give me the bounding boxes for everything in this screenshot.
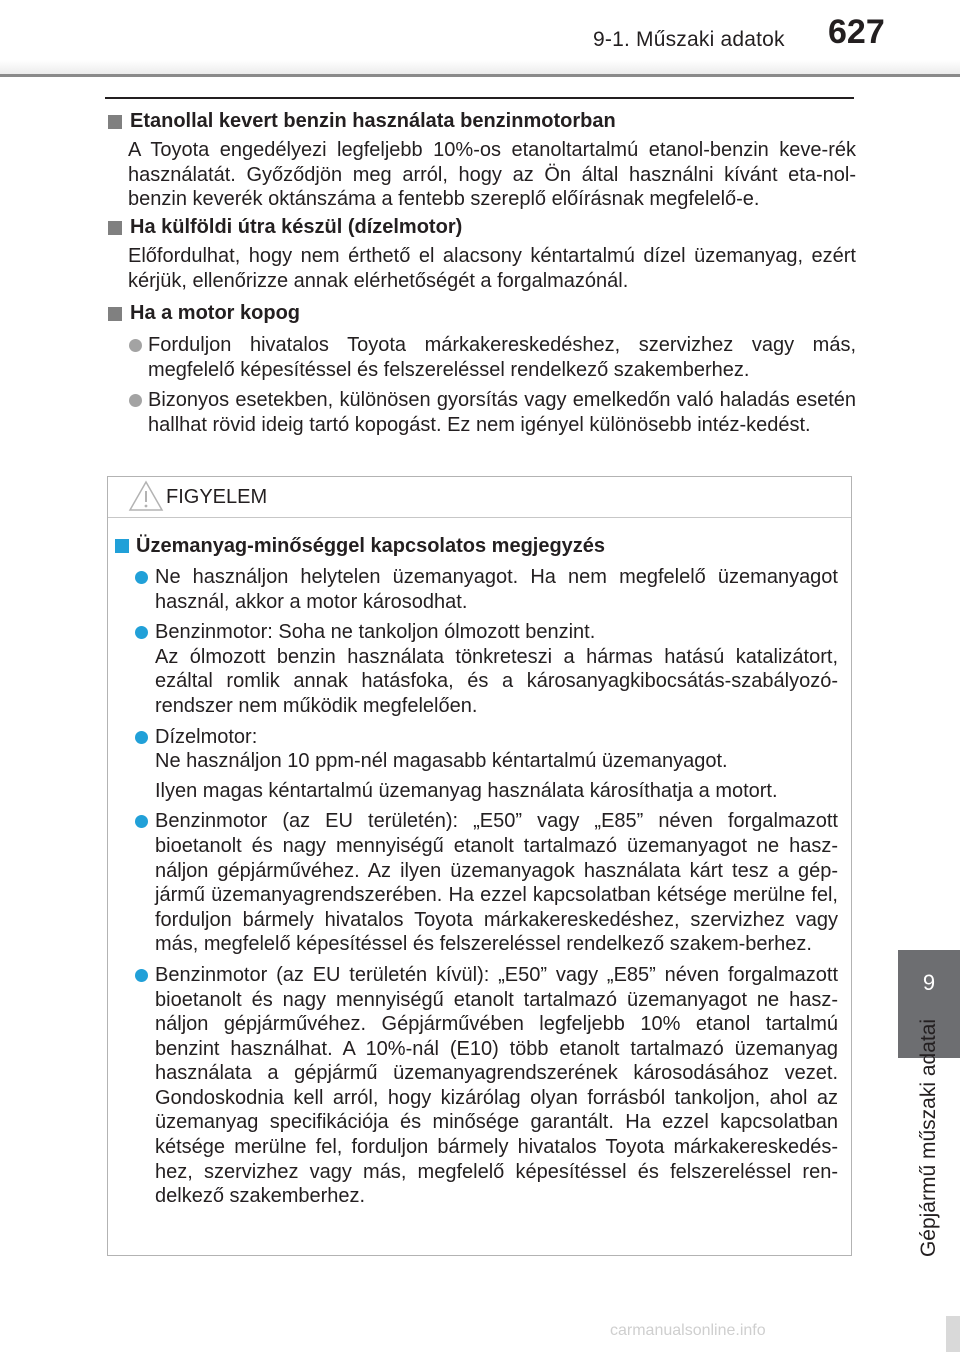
- list-item: Ne használjon helytelen üzemanyagot. Ha nem megfelelő üzemanyagot használ, akkor a motor károsodhat.: [108, 565, 851, 614]
- round-bullet-icon: [135, 815, 148, 828]
- chapter-number: 9: [922, 970, 936, 995]
- square-bullet-icon: [115, 539, 129, 553]
- list-item: Dízelmotor: Ne használjon 10 ppm-nél magasabb kéntartalmú üzemanyagot.: [108, 725, 851, 774]
- section-ethanol: [106, 108, 856, 212]
- list-item: Benzinmotor: Soha ne tankoljon ólmozott benzint. Az ólmozott benzin használata tönkreteszi a hármas hatású katalizátort, ezáltal romlik annak hatásfoka, és a károsanyagkibocsátás-szabályozó-rendszer nem működik megfelelően.: [108, 620, 851, 718]
- warning-box: [107, 476, 852, 1256]
- chapter-caption: Gépjármű műszaki adatai: [917, 1018, 940, 1258]
- warning-title: FIGYELEM: [166, 486, 268, 508]
- square-bullet-icon: [108, 115, 122, 129]
- content-top-rule: [105, 97, 854, 99]
- warning-header: [108, 477, 851, 518]
- round-bullet-icon: [135, 626, 148, 639]
- section-heading: Etanollal kevert benzin használata benzinmotorban: [106, 108, 856, 135]
- section-abroad-diesel: [106, 214, 856, 293]
- page-header: [0, 0, 960, 74]
- section-text: A Toyota engedélyezi legfeljebb 10%-os etanoltartalmú etanol-benzin keve-rék használatát. Győződjön meg arról, hogy az Ön által használni kívánt eta-nol-benzin keverék oktánszáma a fentebb szereplő előírásnak megfelelő-e.: [128, 139, 856, 210]
- watermark: carmanualsonline.info: [610, 1322, 766, 1339]
- section-engine-knock: [106, 300, 856, 437]
- round-bullet-icon: [135, 969, 148, 982]
- page-corner-mark: [946, 1316, 960, 1352]
- list-item: Benzinmotor (az EU területén kívül): „E50” vagy „E85” néven forgalmazott bioetanolt és nagy mennyiségű etanolt tartalmazó üzemanyagot ne hasz-náljon gépjárművéhez. Gépjárművében legfeljebb 10% etanol tartalmú benzint használhat. A 10%-nál (E10) több etanolt tartalmazó üzemanyag használata a gépjármű üzemanyagrendszerének károsodásához vezet. Gondoskodnia kell arról, hogy kizárólag olyan forrásból tankoljon, ahol az üzemanyag specifikációja és minősége garantált. Ha ezzel kapcsolatban kétsége merülne fel, forduljon bármely hivatalos Toyota márkakereskedés-hez, szervizhez vagy más, megfelelő képesítéssel és felszereléssel ren-delkező szakemberhez.: [108, 963, 851, 1209]
- warning-triangle-icon: [128, 480, 164, 517]
- warning-body: [108, 533, 851, 1209]
- section-text: Előfordulhat, hogy nem érthető el alacsony kéntartalmú dízel üzemanyag, ezért kérjük, ellenőrizze annak elérhetőségét a forgalmazónál.: [128, 245, 856, 292]
- round-bullet-icon: [135, 731, 148, 744]
- page-number: 627: [828, 13, 885, 51]
- warning-heading: Üzemanyag-minőséggel kapcsolatos megjegyzés: [108, 533, 851, 559]
- list-item-note: Ilyen magas kéntartalmú üzemanyag használata károsíthatja a motort.: [155, 779, 778, 802]
- square-bullet-icon: [108, 307, 122, 321]
- round-bullet-icon: [135, 571, 148, 584]
- section-title: 9-1. Műszaki adatok: [593, 28, 785, 51]
- section-heading: Ha külföldi útra készül (dízelmotor): [106, 214, 856, 241]
- header-rule: [0, 74, 960, 77]
- round-bullet-icon: [129, 394, 142, 407]
- round-bullet-icon: [129, 339, 142, 352]
- list-item: Benzinmotor (az EU területén): „E50” vagy „E85” néven forgalmazott bioetanolt és nagy mennyiségű etanolt tartalmazó üzemanyagot ne hasz-náljon gépjárművéhez. Az ilyen üzemanyagok használata kárt tesz a gép-jármű üzemanyagrendszerében. Ha ezzel kapcsolatban kétsége merülne fel, forduljon bármely hivatalos Toyota márkakereskedéshez, szervizhez vagy más, megfelelő képesítéssel és felszereléssel rendelkező szakem-berhez.: [108, 809, 851, 957]
- list-item: Forduljon hivatalos Toyota márkakereskedéshez, szervizhez vagy más, megfelelő képesítéssel és felszereléssel rendelkező szakemberhez.: [106, 333, 856, 382]
- list-item: Bizonyos esetekben, különösen gyorsítás vagy emelkedőn való haladás esetén hallhat rövid ideig tartó kopogást. Ez nem igényel különösebb intéz-kedést.: [106, 388, 856, 437]
- square-bullet-icon: [108, 221, 122, 235]
- section-heading: Ha a motor kopog: [106, 300, 856, 327]
